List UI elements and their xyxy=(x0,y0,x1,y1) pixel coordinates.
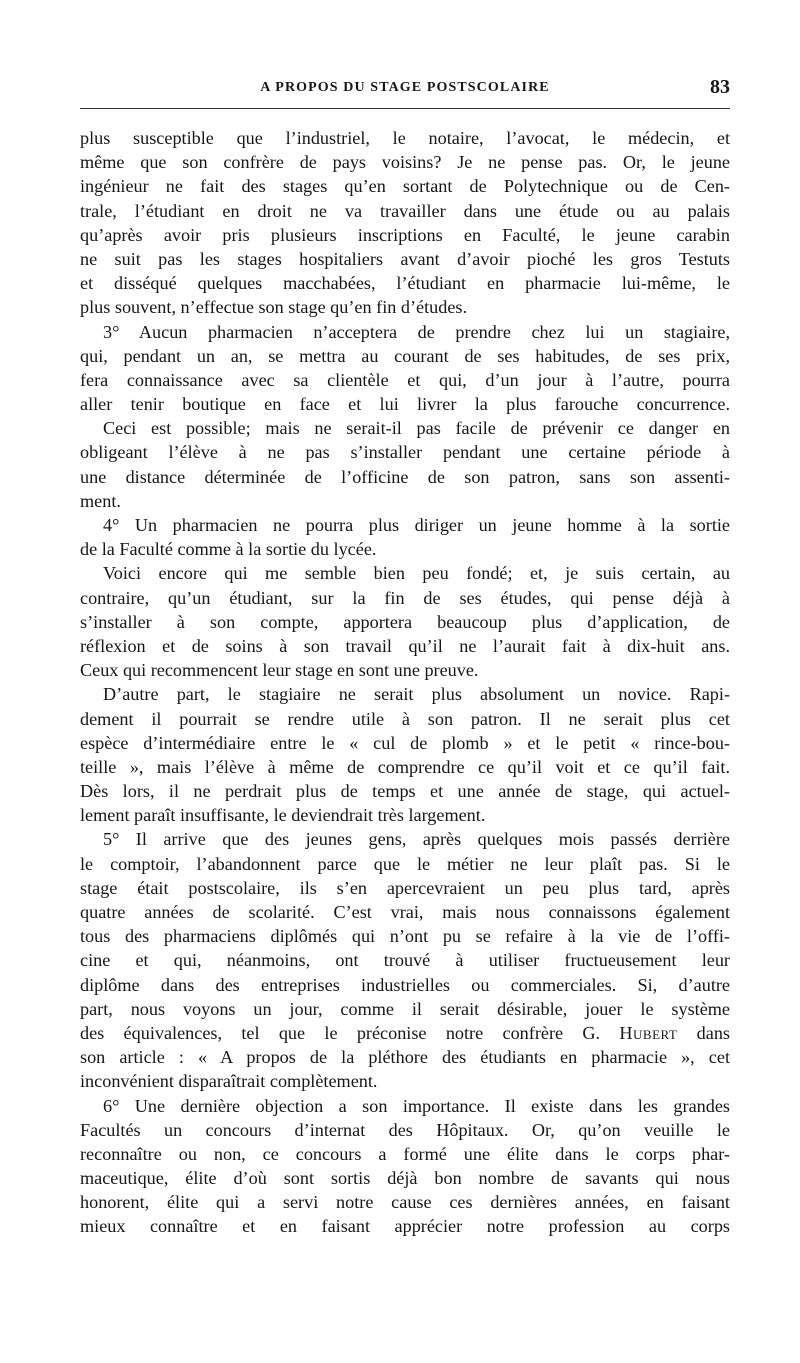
text-line: espèce d’intermédiaire entre le « cul de plomb » et le petit « rince-bou- xyxy=(80,732,730,753)
text-line: aller tenir boutique en face et lui livrer la plus farouche concurrence. xyxy=(80,394,730,415)
text-line: maceutique, élite d’où sont sortis déjà bon nombre de savants qui nous xyxy=(80,1168,730,1189)
text-line: ment. xyxy=(80,490,121,511)
author-name: Hubert xyxy=(619,1022,678,1043)
text-line: le comptoir, l’abandonnent parce que le métier ne leur plaît pas. Si le xyxy=(80,853,730,874)
text-line: diplôme dans des entreprises industrielles ou commerciales. Si, d’autre xyxy=(80,974,730,995)
text-line: D’autre part, le stagiaire ne serait plus absolument un novice. Rapi- xyxy=(103,684,730,705)
page-number: 83 xyxy=(710,76,730,98)
text-line: une distance déterminée de l’officine de son patron, sans son assenti- xyxy=(80,466,730,487)
text-line: reconnaître ou non, ce concours a formé une élite dans le corps phar- xyxy=(80,1143,730,1164)
text-line: Dès lors, il ne perdrait plus de temps et une année de stage, qui actuel- xyxy=(80,781,730,802)
text-line: quatre années de scolarité. C’est vrai, mais nous connaissons également xyxy=(80,902,730,922)
body-text xyxy=(80,126,730,1239)
text-line: part, nous voyons un jour, comme il serait désirable, jouer le système xyxy=(80,998,730,1019)
text-line: fera connaissance avec sa clientèle et qui, d’un jour à l’autre, pourra xyxy=(80,369,730,390)
text-line: Ceci est possible; mais ne serait-il pas facile de prévenir ce danger en xyxy=(103,418,730,439)
line-text: des équivalences, tel que le préconise notre confrère G. xyxy=(80,1022,601,1043)
text-line: mieux connaître et en faisant apprécier notre profession au corps xyxy=(80,1216,730,1237)
line-tail: dans xyxy=(696,1022,731,1043)
text-line: ingénieur ne fait des stages qu’en sortant de Polytechnique ou de Cen- xyxy=(80,176,730,197)
text-line: s’installer à son compte, apportera beaucoup plus d’application, de xyxy=(80,611,730,632)
text-line-with-author xyxy=(80,1021,730,1045)
text-line: 6° Une dernière objection a son importance. Il existe dans les grandes xyxy=(103,1095,730,1116)
running-header xyxy=(80,78,730,102)
text-line: contraire, qu’un étudiant, sur la fin de ses études, qui pense déjà à xyxy=(80,587,730,608)
text-line: inconvénient disparaîtrait complètement. xyxy=(80,1071,378,1092)
text-line: obligeant l’élève à ne pas s’installer pendant une certaine période à xyxy=(80,442,730,463)
text-line: de la Faculté comme à la sortie du lycée. xyxy=(80,539,377,560)
text-line: dement il pourrait se rendre utile à son patron. Il ne serait plus cet xyxy=(80,708,730,729)
text-line: teille », mais l’élève à même de comprendre ce qu’il voit et ce qu’il fait. xyxy=(80,756,730,777)
text-line: 3° Aucun pharmacien n’acceptera de prendre chez lui un stagiaire, xyxy=(103,321,730,342)
text-line: plus souvent, n’effectue son stage qu’en fin d’études. xyxy=(80,297,468,318)
text-line: 5° Il arrive que des jeunes gens, après quelques mois passés derrière xyxy=(103,829,730,850)
text-line: réflexion et de soins à son travail qu’il ne l’aurait fait à dix-huit ans. xyxy=(80,635,730,656)
text-line: lement paraît insuffisante, le deviendrait très largement. xyxy=(80,805,486,826)
running-title: A PROPOS DU STAGE POSTSCOLAIRE xyxy=(260,80,550,95)
text-line: même que son confrère de pays voisins? Je ne pense pas. Or, le jeune xyxy=(80,152,730,173)
header-rule xyxy=(80,108,730,109)
text-line: 4° Un pharmacien ne pourra plus diriger un jeune homme à la sortie xyxy=(103,515,730,535)
text-line: Facultés un concours d’internat des Hôpitaux. Or, qu’on veuille le xyxy=(80,1119,730,1140)
text-line: Ceux qui recommencent leur stage en sont une preuve. xyxy=(80,660,479,681)
text-line: tous des pharmaciens diplômés qui n’ont pu se refaire à la vie de l’offi- xyxy=(80,926,730,947)
text-line: qui, pendant un an, se mettra au courant de ses habitudes, de ses prix, xyxy=(80,345,730,366)
text-line: plus susceptible que l’industriel, le notaire, l’avocat, le médecin, et xyxy=(80,128,730,148)
text-line: honorent, élite qui a servi notre cause ces dernières années, en faisant xyxy=(80,1192,730,1213)
text-line: trale, l’étudiant en droit ne va travailler dans une étude ou au palais xyxy=(80,200,730,221)
text-line: ne suit pas les stages hospitaliers avant d’avoir pioché les gros Testuts xyxy=(80,248,730,269)
text-line: stage était postscolaire, ils s’en apercevraient un peu plus tard, après xyxy=(80,877,730,898)
text-line: son article : « A propos de la pléthore des étudiants en pharmacie », cet xyxy=(80,1047,730,1068)
text-line: et disséqué quelques macchabées, l’étudiant en pharmacie lui-même, le xyxy=(80,273,730,294)
text-line: Voici encore qui me semble bien peu fondé; et, je suis certain, au xyxy=(103,563,730,584)
text-line: cine et qui, néanmoins, ont trouvé à utiliser fructueusement leur xyxy=(80,950,730,971)
text-line: qu’après avoir pris plusieurs inscriptions en Faculté, le jeune carabin xyxy=(80,224,730,245)
